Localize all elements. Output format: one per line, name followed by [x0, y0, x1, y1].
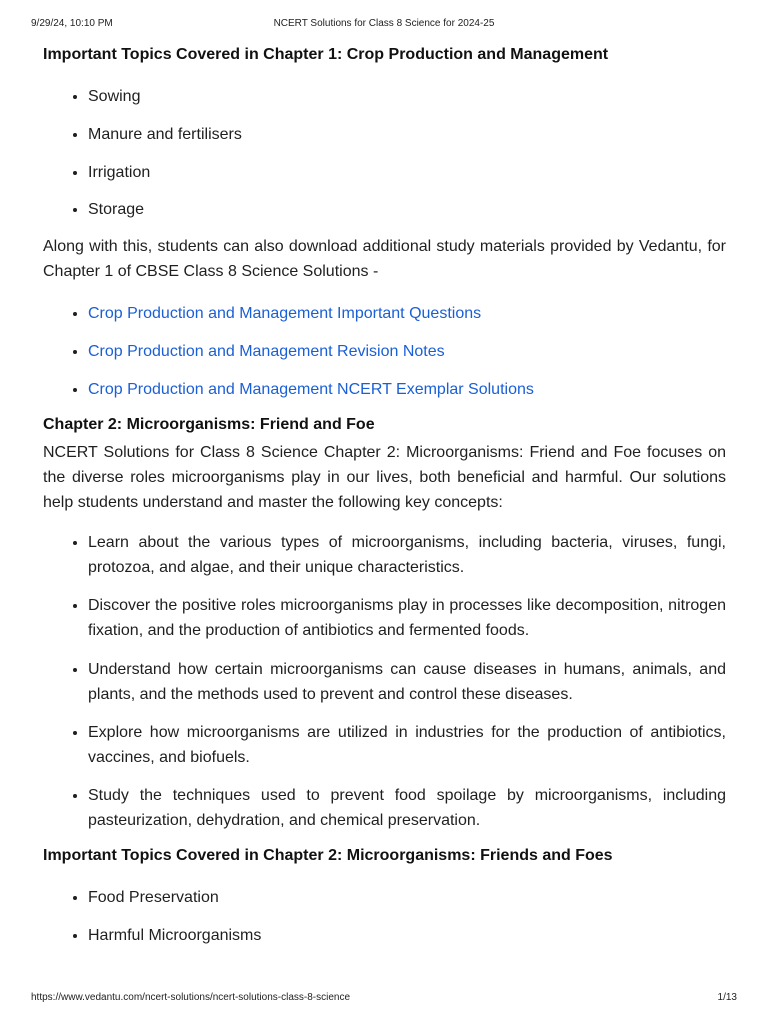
chapter2-topics-heading: Important Topics Covered in Chapter 2: Microorganisms: Friends and Foes	[43, 847, 613, 865]
topic-item: • Manure and fertilisers	[88, 122, 726, 147]
concept-item: • Understand how certain microorganisms can cause diseases in humans, animals, and plants, and the methods used to prevent and control these diseases.	[88, 657, 726, 707]
topic-item: • Harmful Microorganisms	[88, 923, 726, 948]
print-footer	[31, 992, 737, 1006]
topic-item: • Storage	[88, 197, 726, 222]
concept-item: • Learn about the various types of microorganisms, including bacteria, viruses, fungi, protozoa, and algae, and their unique characteristics.	[88, 530, 726, 580]
revision-notes-link[interactable]: Crop Production and Management Revision Notes	[88, 343, 445, 361]
print-page-title: NCERT Solutions for Class 8 Science for 2024-25	[273, 18, 495, 29]
study-materials-links	[43, 301, 726, 402]
topic-item: • Irrigation	[88, 160, 726, 185]
list-item	[88, 339, 726, 364]
list-item	[88, 301, 726, 326]
topic-item: • Food Preservation	[88, 885, 726, 910]
chapter1-topics-list	[43, 84, 726, 222]
chapter2-heading: Chapter 2: Microorganisms: Friend and Foe	[43, 415, 375, 433]
list-item	[88, 377, 726, 402]
concept-item: • Explore how microorganisms are utilized in industries for the production of antibiotics, vaccines, and biofuels.	[88, 720, 726, 770]
chapter2-concepts-list	[43, 530, 726, 833]
print-url: https://www.vedantu.com/ncert-solutions/ncert-solutions-class-8-science	[31, 992, 351, 1003]
page-number: 1/13	[717, 992, 737, 1003]
print-date: 9/29/24, 10:10 PM	[31, 18, 113, 29]
chapter2-topics-list	[43, 885, 726, 948]
print-header	[31, 18, 737, 32]
exemplar-solutions-link[interactable]: Crop Production and Management NCERT Exemplar Solutions	[88, 380, 534, 398]
article-content	[43, 44, 726, 948]
concept-item: • Discover the positive roles microorganisms play in processes like decomposition, nitrogen fixation, and the production of antibiotics and fermented foods.	[88, 593, 726, 643]
study-materials-intro: Along with this, students can also download additional study materials provided by Vedantu, for Chapter 1 of CBSE Class 8 Science Solutions -	[43, 238, 726, 281]
topic-item: • Sowing	[88, 84, 726, 109]
chapter1-topics-heading: Important Topics Covered in Chapter 1: Crop Production and Management	[43, 46, 609, 63]
important-questions-link[interactable]: Crop Production and Management Important Questions	[88, 305, 482, 323]
chapter2-intro: NCERT Solutions for Class 8 Science Chapter 2: Microorganisms: Friend and Foe focuses on the diverse roles microorganisms play in our lives, both beneficial and harmful. Our solutions help students understand and master the following key concepts:	[43, 443, 726, 511]
concept-item: • Study the techniques used to prevent food spoilage by microorganisms, including pasteurization, dehydration, and chemical preservation.	[88, 783, 726, 833]
